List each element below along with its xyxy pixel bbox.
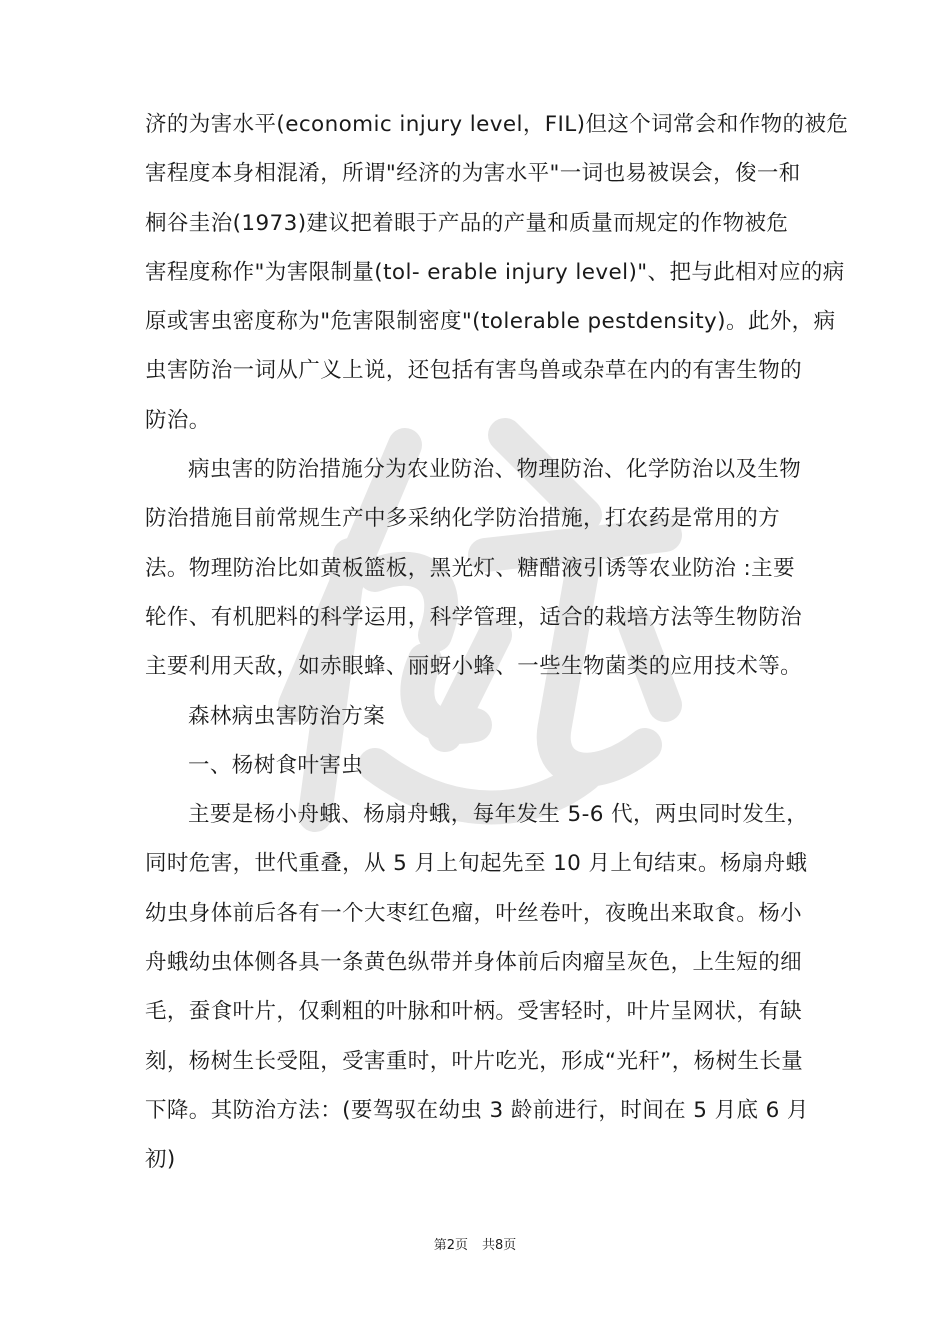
text-line: 舟蛾幼虫体侧各具一条黄色纵带并身体前后肉瘤呈灰色，上生短的细 bbox=[145, 950, 803, 976]
text-line: 虫害防治一词从广义上说，还包括有害鸟兽或杂草在内的有害生物的 bbox=[145, 358, 803, 384]
text-line: 刻，杨树生长受阻，受害重时，叶片吃光，形成“光秆”，杨树生长量 bbox=[145, 1048, 804, 1074]
text-line: 主要是杨小舟蛾、杨扇舟蛾，每年发生 5-6 代，两虫同时发生， bbox=[188, 802, 809, 828]
page-footer bbox=[0, 1234, 950, 1253]
text-line: 济的为害水平(economic injury level，FIL)但这个词常会和作物的被危 bbox=[145, 112, 849, 137]
text-line: 桐谷圭治(1973)建议把着眼于产品的产量和质量而规定的作物被危 bbox=[145, 210, 789, 236]
text-line: 初) bbox=[145, 1147, 176, 1173]
text-line: 害程度称作"为害限制量(tol- erable injury level)"、把与此相对应的病 bbox=[145, 259, 845, 285]
text-line: 原或害虫密度称为"危害限制密度"(tolerable pestdensity)。此外，病 bbox=[145, 309, 836, 335]
text-line: 防治措施目前常规生产中多采纳化学防治措施，打农药是常用的方 bbox=[145, 506, 781, 532]
text-line: 幼虫身体前后各有一个大枣红色瘤，叶丝卷叶，夜晚出来取食。杨小 bbox=[145, 900, 803, 926]
text-line: 一、杨树食叶害虫 bbox=[188, 752, 364, 778]
text-line: 害程度本身相混淆，所谓"经济的为害水平"一词也易被误会，俊一和 bbox=[145, 161, 801, 187]
text-line: 森林病虫害防治方案 bbox=[188, 703, 386, 729]
body-text bbox=[145, 100, 849, 1185]
text-line: 主要利用天敌，如赤眼蜂、丽蚜小蜂、一些生物菌类的应用技术等。 bbox=[145, 654, 803, 680]
text-line: 毛，蚕食叶片，仅剩粗的叶脉和叶柄。受害轻时，叶片呈网状，有缺 bbox=[145, 999, 803, 1025]
text-line: 防治。 bbox=[145, 407, 211, 433]
text-line: 法。物理防治比如黄板篮板，黑光灯、糖醋液引诱等农业防治 :主要 bbox=[145, 555, 795, 581]
page-total: 共8页 bbox=[482, 1238, 517, 1253]
text-line: 下降。其防治方法：(要驾驭在幼虫 3 龄前进行，时间在 5 月底 6 月 bbox=[145, 1097, 809, 1123]
page-number: 第2页 bbox=[433, 1238, 468, 1253]
text-line: 病虫害的防治措施分为农业防治、物理防治、化学防治以及生物 bbox=[188, 457, 802, 483]
text-line: 轮作、有机肥料的科学运用，科学管理，适合的栽培方法等生物防治 bbox=[145, 604, 803, 630]
text-line: 同时危害，世代重叠，从 5 月上旬起先至 10 月上旬结束。杨扇舟蛾 bbox=[145, 851, 808, 877]
